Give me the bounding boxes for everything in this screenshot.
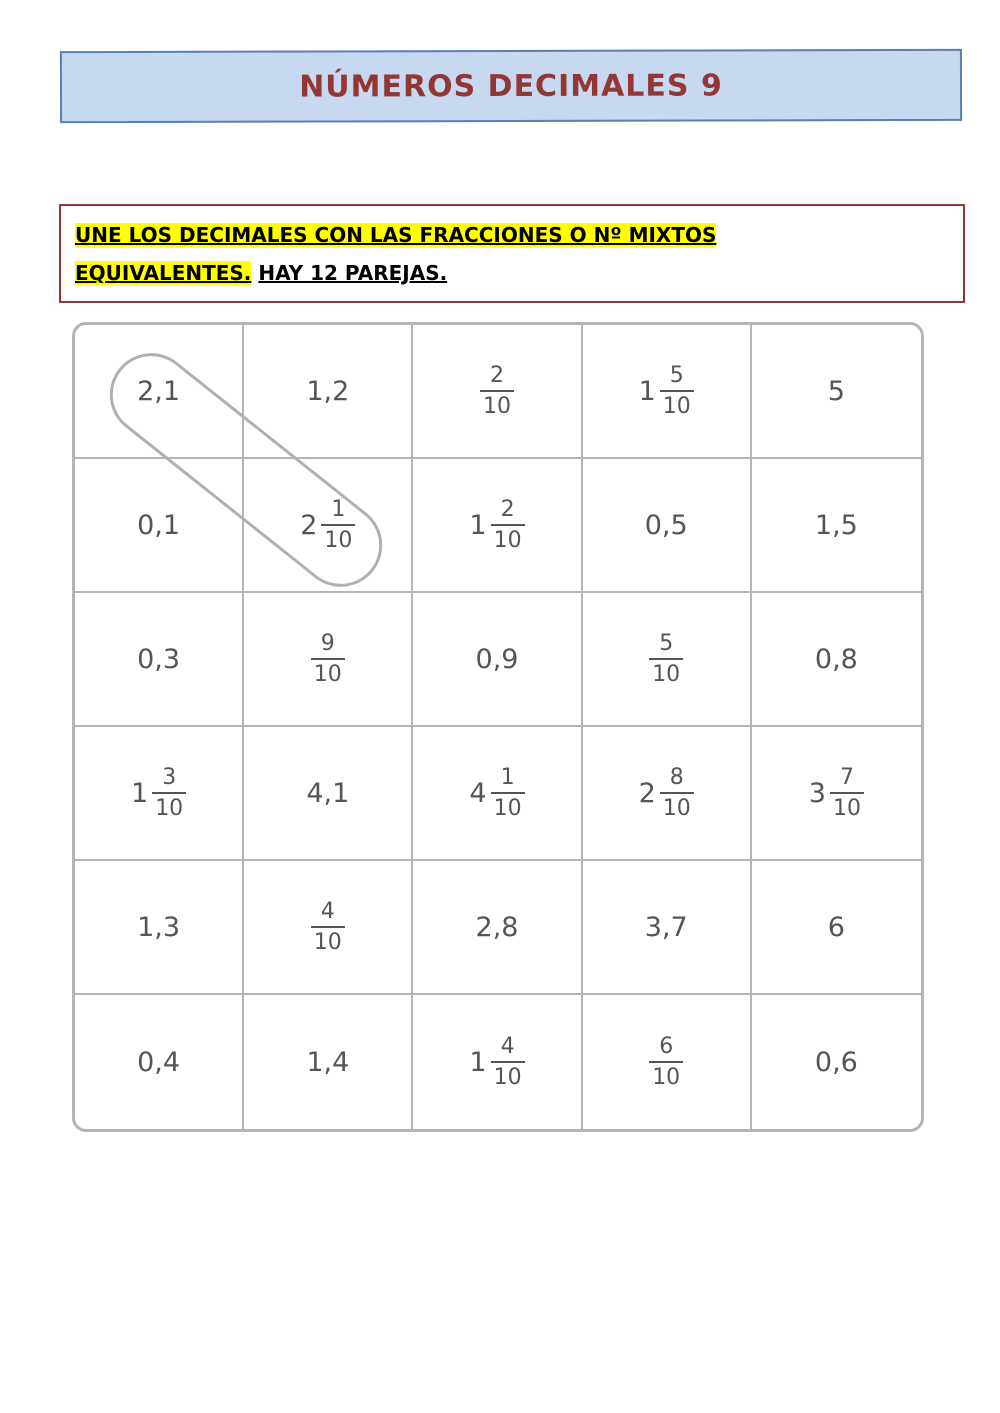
fraction [480,363,514,420]
fraction-stack [311,899,345,956]
whole-part: 1 [131,777,149,809]
grid-cell-r2-c2[interactable] [244,459,413,593]
numerator: 1 [500,764,515,790]
cell-value: 3,7 [644,911,688,943]
fraction-stack [830,765,864,822]
denominator: 10 [311,926,345,956]
cell-value: 1,2 [306,375,350,407]
whole-part: 1 [638,375,656,407]
instruction-text-1: UNE LOS DECIMALES CON LAS FRACCIONES O Nº MIXTOS [75,223,717,247]
grid-cell-r5-c1[interactable] [75,861,244,995]
grid-cell-r1-c3[interactable] [413,325,582,459]
grid-cell-r4-c2[interactable] [244,727,413,861]
title-banner [60,49,962,123]
numerator: 4 [320,898,335,924]
fraction-stack [311,631,345,688]
mixed-number [639,363,694,420]
whole-part: 1 [469,509,487,541]
whole-part: 2 [638,777,656,809]
grid-cell-r6-c5[interactable] [752,995,921,1129]
cell-value: 1,4 [306,1046,350,1078]
grid-cell-r2-c5[interactable] [752,459,921,593]
fraction [649,631,683,688]
mixed-number [469,1034,524,1091]
mixed-number [809,765,864,822]
matching-grid-frame [72,322,924,1132]
whole-part: 3 [808,777,826,809]
grid-cell-r5-c5[interactable] [752,861,921,995]
whole-part: 2 [300,509,318,541]
grid-cell-r6-c3[interactable] [413,995,582,1129]
grid-cell-r2-c3[interactable] [413,459,582,593]
numerator: 9 [320,630,335,656]
cell-value: 0,4 [137,1046,181,1078]
numerator: 4 [500,1033,515,1059]
cell-value: 6 [827,911,845,943]
numerator: 8 [669,764,684,790]
denominator: 10 [649,658,683,688]
fraction [311,899,345,956]
grid-cell-r1-c2[interactable] [244,325,413,459]
grid-cell-r3-c3[interactable] [413,593,582,727]
grid-cell-r4-c4[interactable] [583,727,752,861]
numerator: 5 [669,362,684,388]
denominator: 10 [660,792,694,822]
grid-cell-r5-c3[interactable] [413,861,582,995]
fraction-stack [321,497,355,554]
denominator: 10 [649,1061,683,1091]
whole-part: 4 [469,777,487,809]
cell-value: 4,1 [306,777,350,809]
matching-grid [75,325,921,1129]
grid-cell-r2-c4[interactable] [583,459,752,593]
denominator: 10 [491,1061,525,1091]
grid-cell-r6-c2[interactable] [244,995,413,1129]
cell-value: 0,9 [475,643,519,675]
numerator: 6 [659,1033,674,1059]
grid-cell-r1-c4[interactable] [583,325,752,459]
grid-cell-r4-c5[interactable] [752,727,921,861]
fraction-stack [491,497,525,554]
fraction-stack [491,1034,525,1091]
grid-cell-r6-c4[interactable] [583,995,752,1129]
fraction-stack [649,631,683,688]
cell-value: 1,5 [814,509,858,541]
mixed-number [639,765,694,822]
page-title: NÚMEROS DECIMALES 9 [299,67,723,105]
cell-value: 0,3 [137,643,181,675]
numerator: 3 [162,764,177,790]
grid-cell-r3-c4[interactable] [583,593,752,727]
numerator: 2 [489,362,504,388]
instruction-line-1 [75,216,949,254]
denominator: 10 [311,658,345,688]
cell-value: 1,3 [137,911,181,943]
grid-cell-r1-c5[interactable] [752,325,921,459]
fraction-stack [649,1034,683,1091]
cell-value: 0,8 [814,643,858,675]
fraction-stack [491,765,525,822]
numerator: 1 [331,496,346,522]
grid-cell-r5-c2[interactable] [244,861,413,995]
grid-cell-r4-c3[interactable] [413,727,582,861]
fraction-stack [660,765,694,822]
cell-value: 2,1 [137,375,181,407]
denominator: 10 [321,524,355,554]
whole-part: 1 [469,1046,487,1078]
grid-cell-r3-c5[interactable] [752,593,921,727]
denominator: 10 [491,524,525,554]
fraction-stack [152,765,186,822]
grid-cell-r5-c4[interactable] [583,861,752,995]
cell-value: 5 [827,375,845,407]
instruction-box [59,204,965,303]
instruction-text-2-rest: HAY 12 PAREJAS. [258,261,448,285]
mixed-number [469,765,524,822]
mixed-number [469,497,524,554]
numerator: 2 [500,496,515,522]
mixed-number [131,765,186,822]
denominator: 10 [491,792,525,822]
denominator: 10 [660,390,694,420]
cell-value: 0,6 [814,1046,858,1078]
grid-cell-r3-c2[interactable] [244,593,413,727]
fraction [649,1034,683,1091]
cell-value: 0,1 [137,509,181,541]
denominator: 10 [830,792,864,822]
numerator: 5 [659,630,674,656]
fraction-stack [480,363,514,420]
grid-cell-r1-c1[interactable] [75,325,244,459]
grid-cell-r2-c1[interactable] [75,459,244,593]
grid-cell-r4-c1[interactable] [75,727,244,861]
cell-value: 2,8 [475,911,519,943]
denominator: 10 [480,390,514,420]
instruction-text-2-highlight: EQUIVALENTES. [75,261,252,285]
mixed-number [300,497,355,554]
fraction [311,631,345,688]
grid-cell-r3-c1[interactable] [75,593,244,727]
instruction-line-2 [75,254,949,292]
grid-cell-r6-c1[interactable] [75,995,244,1129]
numerator: 7 [839,764,854,790]
fraction-stack [660,363,694,420]
denominator: 10 [152,792,186,822]
cell-value: 0,5 [644,509,688,541]
